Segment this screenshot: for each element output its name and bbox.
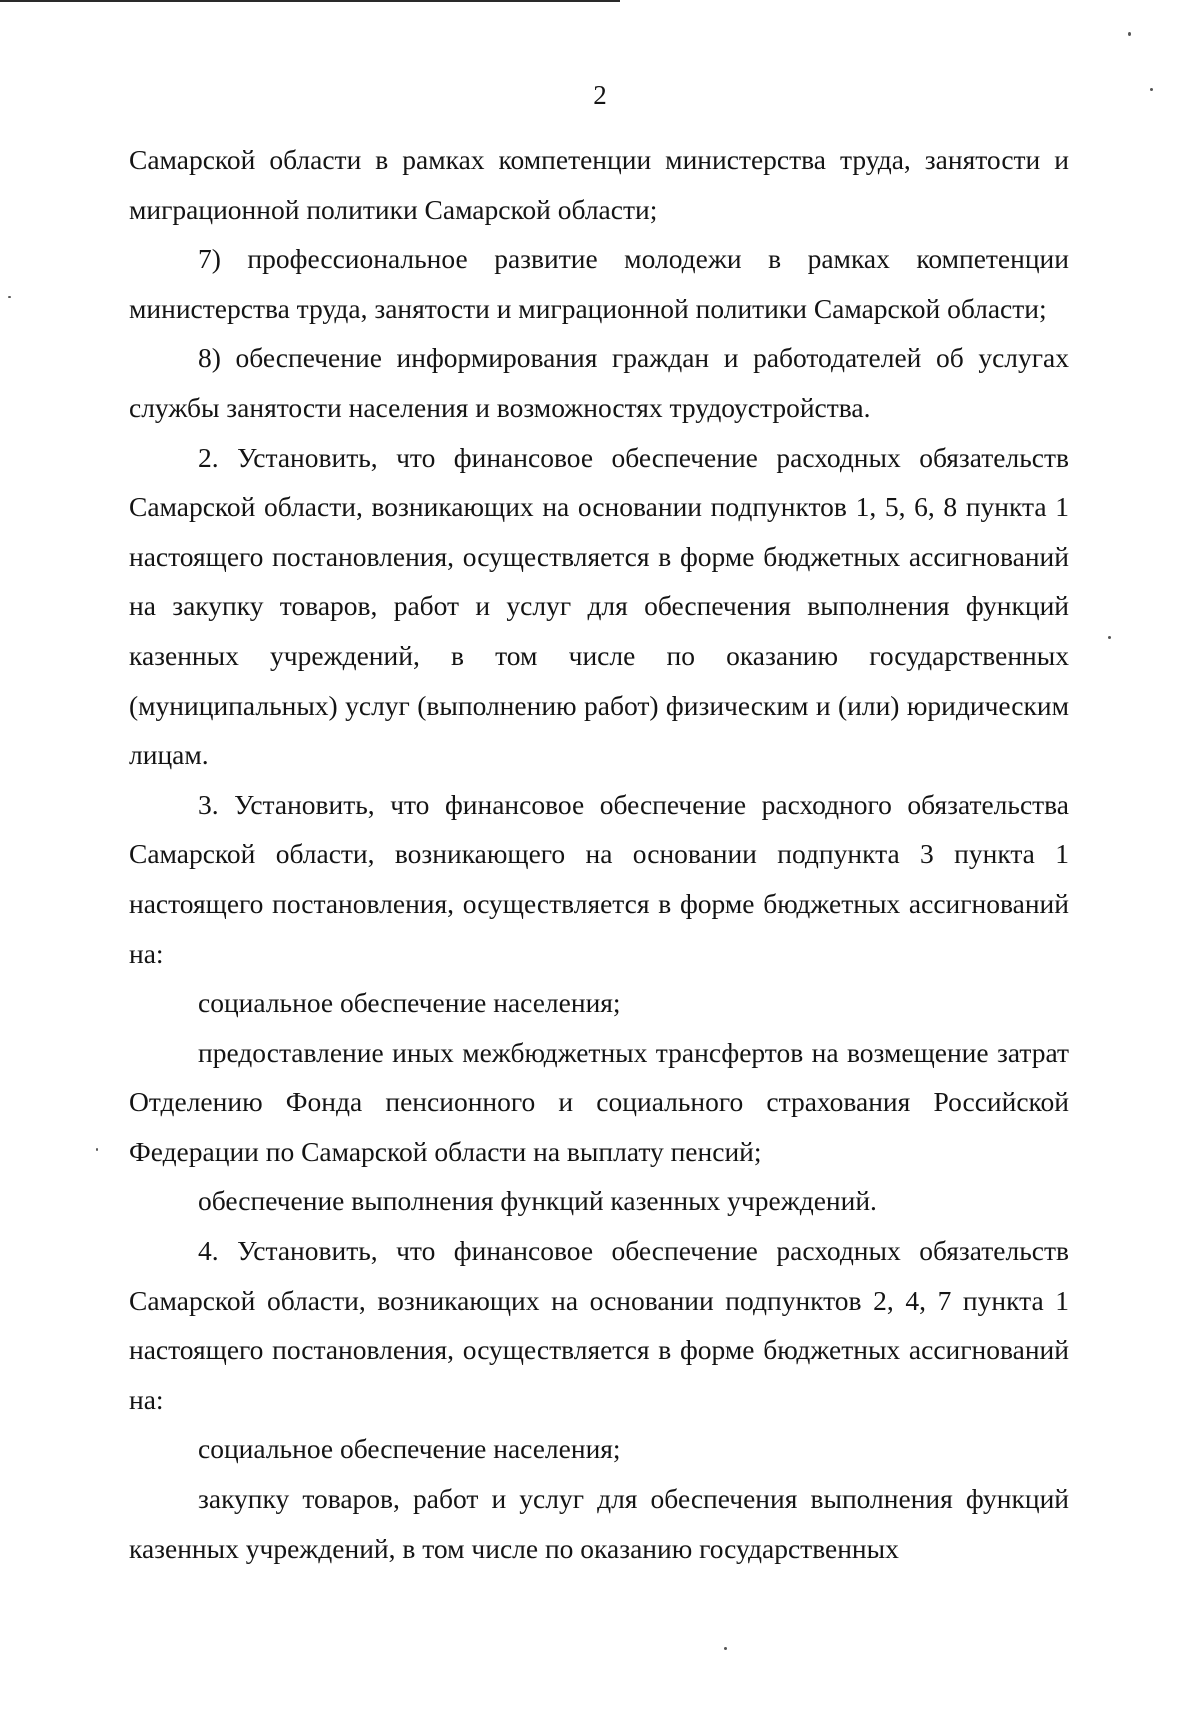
paragraph-social-provision: социальное обеспечение населения; [198,987,621,1019]
paragraph-item-7: 7) профессиональное развитие молодежи в рамках компетенции министерства труда, занятости и миграционной политики Самарской области; [129,243,1069,324]
paragraph-item-8: 8) обеспечение информирования граждан и работодателей об услугах службы занятости населения и возможностях трудоустройства. [129,342,1069,423]
scan-speck [1150,88,1153,91]
paragraph-continuation: Самарской области в рамках компетенции министерства труда, занятости и миграционной политики Самарской области; [129,144,1069,225]
top-border-line [0,0,620,2]
paragraph-clause-3: 3. Установить, что финансовое обеспечение расходного обязательства Самарской области, возникающего на основании подпункта 3 пункта 1 настоящего постановления, осуществляется в форме бюджетных ассигнований на: [129,788,1069,969]
paragraph-social-provision-2: социальное обеспечение населения; [198,1433,621,1465]
scan-speck [8,296,11,298]
paragraph-clause-4: 4. Установить, что финансовое обеспечение расходных обязательств Самарской области, возникающих на основании подпунктов 2, 4, 7 пункта 1 настоящего постановления, осуществляется в форме бюджетных ассигнований на: [129,1235,1069,1415]
paragraph-clause-2: 2. Установить, что финансовое обеспечение расходных обязательств Самарской области, возникающих на основании подпунктов 1, 5, 6, 8 пункта 1 настоящего постановления, осуществляется в форме бюджетных ассигнований на закупку товаров, работ и услуг для обеспечения выполнения функций казенных учреждений, в том числе по оказанию государственных (муниципальных) услуг (выполнению работ) физическим и (или) юридическим лицам. [129,441,1069,771]
paragraph-interbudget-transfers: предоставление иных межбюджетных трансфертов на возмещение затрат Отделению Фонда пенсионного и социального страхования Российской Федерации по Самарской области на выплату пенсий; [129,1036,1069,1167]
scan-speck [724,1647,727,1650]
paragraph-institution-functions: обеспечение выполнения функций казенных учреждений. [198,1185,877,1217]
scan-speck [96,1148,98,1151]
scan-speck [1128,32,1131,36]
scan-speck [1108,636,1111,639]
paragraph-procurement: закупку товаров, работ и услуг для обеспечения выполнения функций казенных учреждений, в том числе по оказанию государственных [129,1483,1069,1564]
document-body [129,135,1069,1573]
page-number: 2 [593,80,607,110]
